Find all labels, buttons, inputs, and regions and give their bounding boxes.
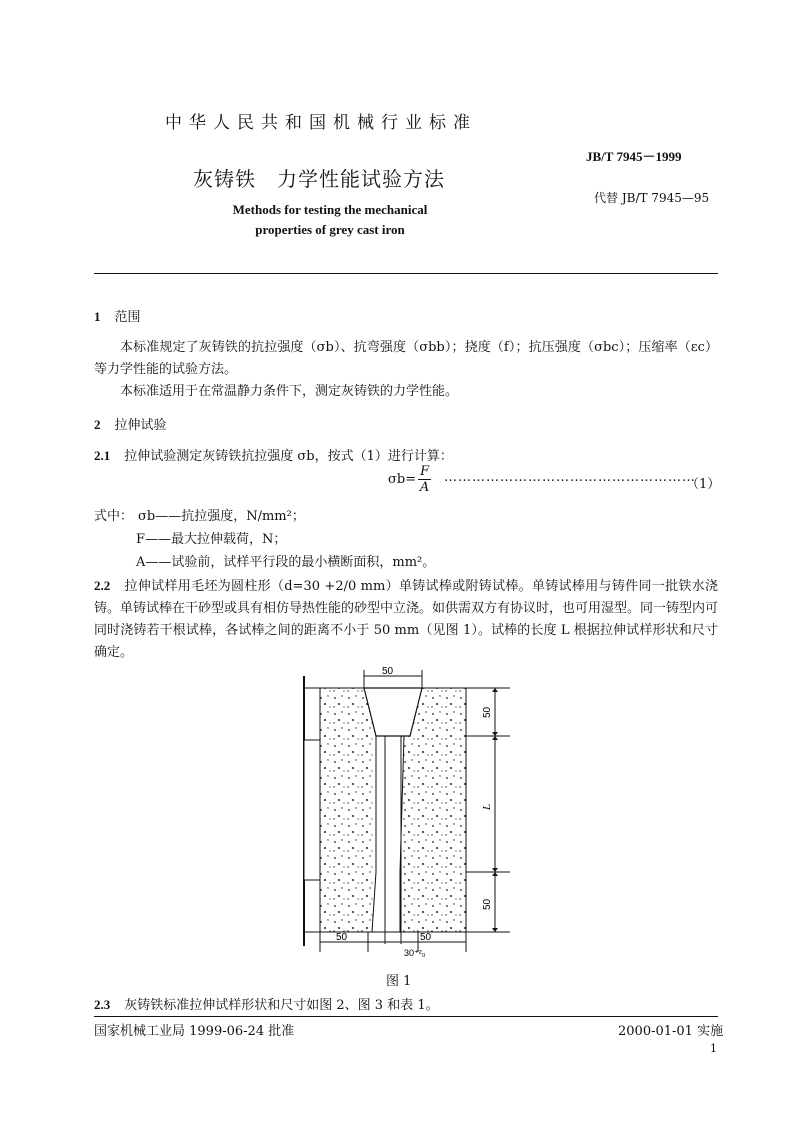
dim-label-top: 50: [382, 666, 394, 677]
clause-text: 拉伸试验测定灰铸铁抗拉强度 σb，按式（1）进行计算：: [124, 449, 453, 464]
where-item-1: σb——抗拉强度，N/mm²；: [138, 509, 305, 524]
figure-1-diagram: [290, 662, 520, 962]
header-divider: [94, 273, 718, 274]
formula-1: [388, 464, 431, 495]
dim-label-right-top: 50: [482, 706, 493, 718]
dim-label-diameter: 30⁺²₀: [404, 948, 426, 958]
clause-number: 2.1: [94, 448, 111, 463]
page-title: 灰铸铁 力学性能试验方法: [193, 167, 445, 191]
arrow-icon: [492, 732, 498, 736]
supersedes-note: 代替 JB/T 7945—95: [594, 191, 710, 205]
formula-numerator: F: [420, 464, 430, 479]
arrow-icon: [492, 688, 498, 692]
footer-divider: [94, 1016, 718, 1017]
formula-lhs: σb=: [388, 472, 417, 487]
figure-1-caption: 图 1: [386, 974, 412, 989]
approval-note: 国家机械工业局 1999-06-24 批准: [94, 1024, 295, 1039]
effective-date: 2000-01-01 实施: [618, 1024, 724, 1039]
formula-fraction: [418, 464, 431, 495]
section-number: 2: [94, 417, 101, 432]
formula-tag: （1）: [686, 477, 721, 492]
mold-sand-left: [320, 688, 376, 932]
clause-text: 拉伸试样用毛坯为圆柱形（d=30 +2/0 mm）单铸试棒或附铸试棒。单铸试棒用与铸件同一批铁水浇铸。单铸试棒在干砂型或具有相仿导热性能的砂型中立浇。如供需双方有协议时，也可用湿型。同一铸型内可同时浇铸若干根试棒，各试棒之间的距离不小于 50 mm（见图 1）。试棒的长度 L 根据拉伸试样形状和尺寸确定。: [94, 579, 719, 660]
section-number: 1: [94, 309, 101, 324]
clause-text: 灰铸铁标准拉伸试样形状和尺寸如图 2、图 3 和表 1。: [124, 998, 439, 1013]
section-2-heading: [94, 414, 167, 433]
clause-number: 2.2: [94, 578, 111, 593]
english-title-line2: properties of grey cast iron: [255, 222, 405, 237]
page-number: 1: [710, 1042, 717, 1055]
clause-2-3: [94, 994, 439, 1013]
dim-label-bottom-right: 50: [420, 932, 432, 943]
formula-denominator: A: [419, 480, 430, 495]
section-1-paragraph-2: 本标准适用于在常温静力条件下，测定灰铸铁的力学性能。: [120, 384, 459, 399]
section-1-paragraph-1: 本标准规定了灰铸铁的抗拉强度（σb）、抗弯强度（σbb）；挠度（f）；抗压强度（σbc）；压缩率（εc）等力学性能的试验方法。: [94, 340, 718, 377]
dim-label-bottom-left: 50: [336, 932, 348, 943]
where-item-2: F——最大拉伸载荷，N；: [136, 532, 287, 547]
clause-2-2: [94, 575, 718, 664]
english-title: [190, 200, 470, 240]
clause-2-1: [94, 445, 453, 464]
arrow-icon: [492, 872, 498, 876]
english-title-line1: Methods for testing the mechanical: [232, 202, 428, 217]
arrow-icon: [492, 868, 498, 872]
formula-leader-dots: ………………………………………………: [444, 470, 696, 485]
where-item-3: A——试验前，试样平行段的最小横断面积，mm²。: [136, 555, 436, 570]
dim-label-right-bottom: 50: [482, 898, 493, 910]
clause-number: 2.3: [94, 997, 111, 1012]
section-title: 拉伸试验: [114, 418, 167, 433]
where-label: 式中：: [94, 509, 134, 524]
arrow-icon: [492, 736, 498, 740]
standard-code: JB/T 7945－1999: [586, 149, 682, 164]
side-bar: [304, 740, 320, 880]
standard-org-title: 中华人民共和国机械行业标准: [165, 113, 477, 133]
section-title: 范围: [114, 310, 141, 325]
arrow-icon: [492, 928, 498, 932]
section-1-heading: [94, 306, 141, 325]
dim-label-right-mid: L: [481, 803, 493, 810]
